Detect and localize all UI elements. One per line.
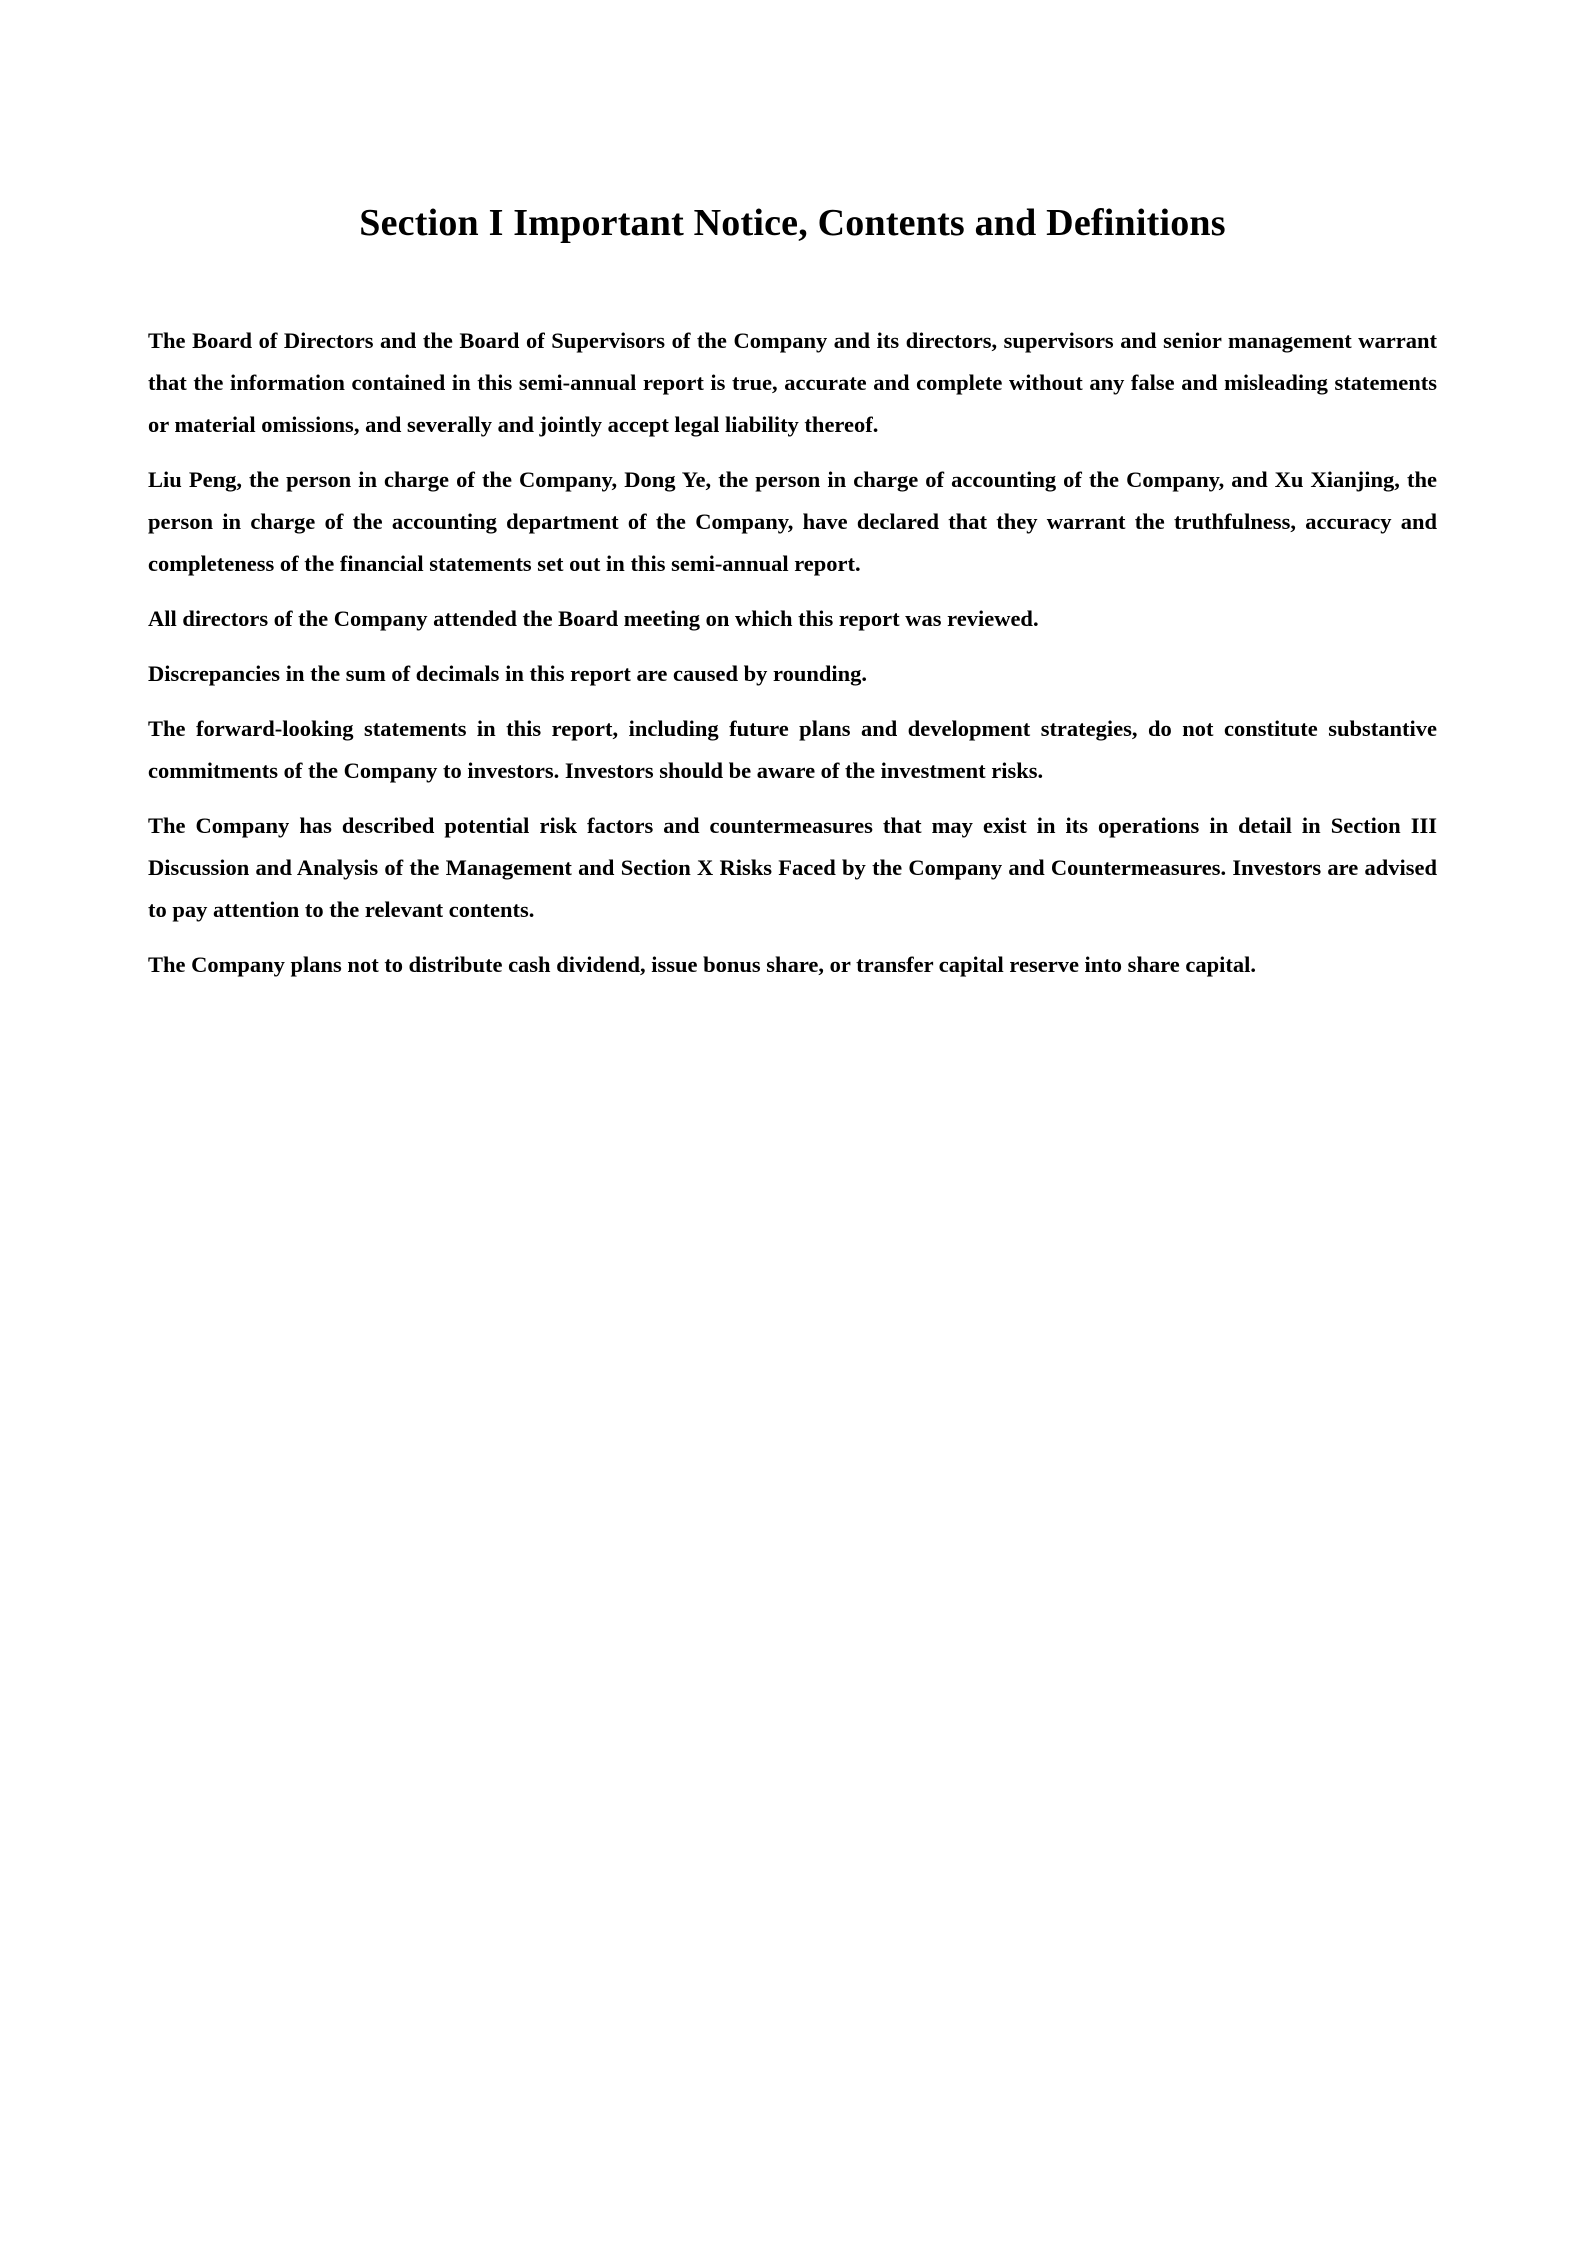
- notice-paragraphs: [148, 320, 1437, 986]
- section-title: Section I Important Notice, Contents and Definitions: [359, 202, 1226, 244]
- paragraph-persons-in-charge: Liu Peng, the person in charge of the Company, Dong Ye, the person in charge of accounting of the Company, and Xu Xianjing, the person in charge of the accounting department of the Company, have declared that they warrant the truthfulness, accuracy and completeness of the financial statements set out in this semi-annual report.: [148, 466, 1437, 576]
- paragraph-risk-factors: The Company has described potential risk factors and countermeasures that may exist in its operations in detail in Section III Discussion and Analysis of the Management and Section X Risks Faced by the Company and Countermeasures. Investors are advised to pay attention to the relevant contents.: [148, 812, 1437, 922]
- paragraph-dividend-plan: The Company plans not to distribute cash dividend, issue bonus share, or transfer capital reserve into share capital.: [148, 951, 1257, 977]
- paragraph-directors-attendance: All directors of the Company attended the Board meeting on which this report was reviewed.: [148, 605, 1039, 631]
- paragraph-forward-looking-statements: The forward-looking statements in this report, including future plans and development strategies, do not constitute substantive commitments of the Company to investors. Investors should be aware of the investment risks.: [148, 715, 1437, 783]
- paragraph-rounding-discrepancies: Discrepancies in the sum of decimals in this report are caused by rounding.: [148, 660, 868, 686]
- paragraph-board-warranty: The Board of Directors and the Board of Supervisors of the Company and its directors, supervisors and senior management warrant that the information contained in this semi-annual report is true, accurate and complete without any false and misleading statements or material omissions, and severally and jointly accept legal liability thereof.: [148, 327, 1437, 437]
